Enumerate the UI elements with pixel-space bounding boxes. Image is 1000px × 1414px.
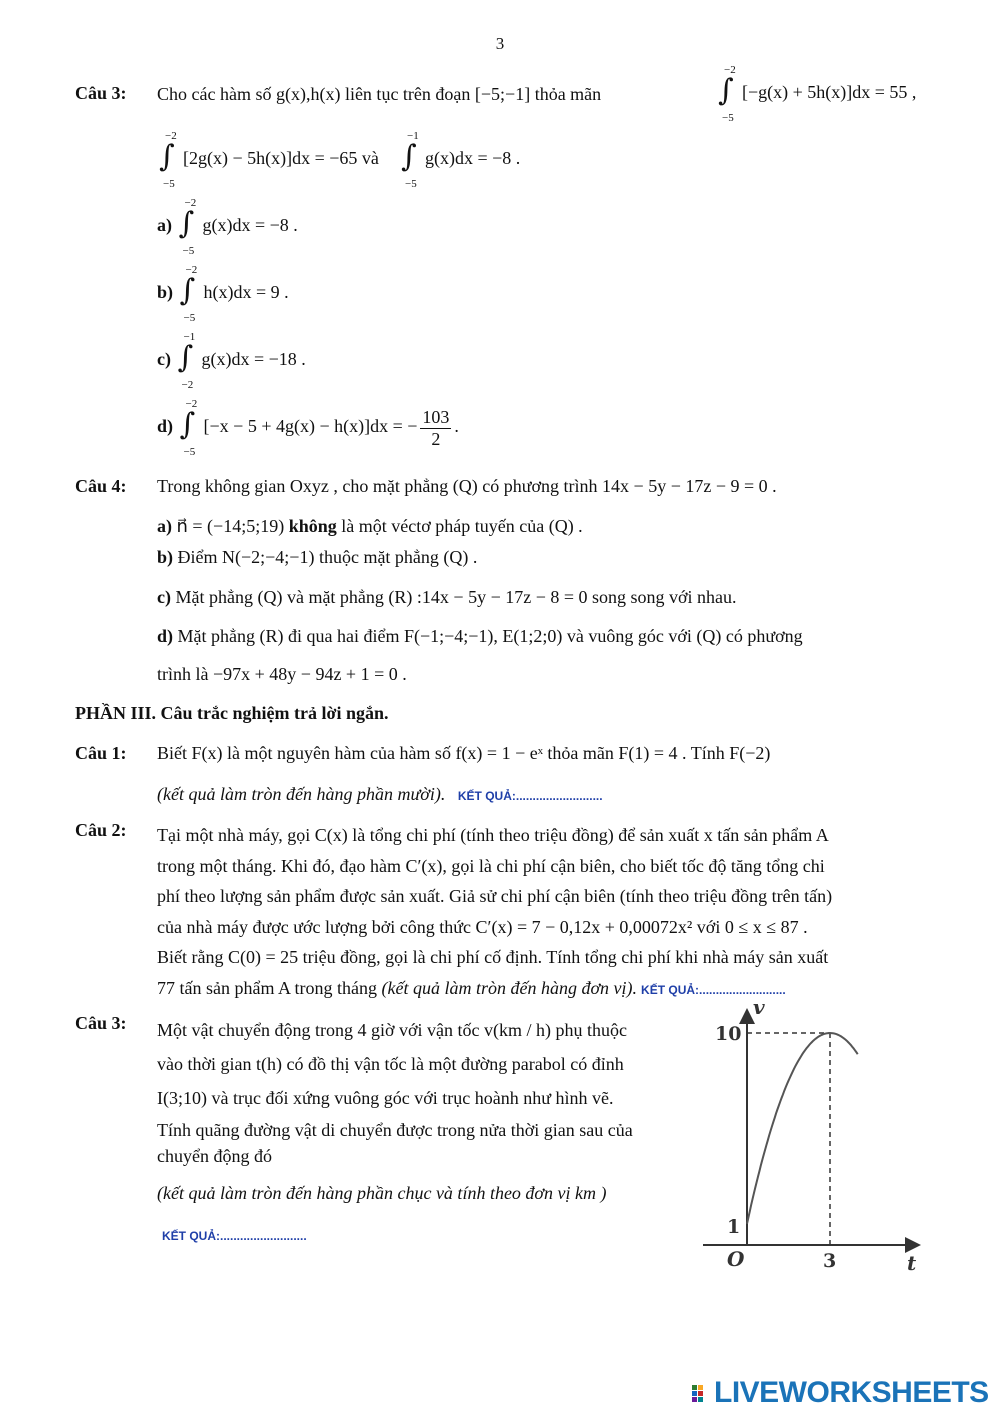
question-stem — [157, 820, 937, 1005]
integral-expression: [−g(x) + 5h(x)]dx = 55 , — [742, 82, 917, 103]
fraction-denominator: 2 — [431, 428, 441, 449]
integral-upper-limit: −2 — [165, 130, 177, 142]
integral-lower-limit: −5 — [163, 178, 175, 190]
option-text: là một véctơ pháp tuyến của (Q) . — [341, 516, 583, 536]
stem-text: Cho các hàm số g(x),h(x) liên tục trên đoạn [−5;−1] thỏa mãn — [157, 84, 602, 104]
question-label: Câu 2: — [75, 820, 127, 840]
option-label: d) — [157, 416, 174, 437]
option-text: [−x − 5 + 4g(x) − h(x)]dx = − — [203, 416, 418, 437]
option-text: g(x)dx = −18 . — [201, 349, 306, 370]
stem-line: chuyển động đó — [157, 1146, 272, 1166]
integral-expression: g(x)dx = −8 . — [425, 148, 521, 169]
fraction — [420, 407, 451, 450]
rounding-note: (kết quả làm tròn đến hàng phần mười). — [157, 784, 446, 804]
option-text: Điểm N(−2;−4;−1) thuộc mặt phẳng (Q) . — [177, 547, 478, 567]
option-text: Mặt phẳng (R) đi qua hai điểm F(−1;−4;−1), E(1;2;0) và vuông góc với (Q) có phương — [177, 626, 803, 646]
stem-line: Tại một nhà máy, gọi C(x) là tổng chi phí (tính theo triệu đồng) để sản xuất x tấn sản phẩm A — [157, 825, 829, 845]
integral-upper-limit: −1 — [407, 130, 419, 142]
integral-lower-limit: −5 — [722, 112, 734, 124]
answer-field[interactable]: KẾT QUẢ:.......................... — [641, 982, 786, 997]
stem-integral-2: −2 ∫ −5 [2g(x) − 5h(x)]dx = −65 và — [159, 130, 379, 190]
fraction-numerator: 103 — [422, 406, 450, 427]
question-stem: Biết F(x) là một nguyên hàm của hàm số f(x) = 1 − eˣ thỏa mãn F(1) = 4 . Tính F(−2) — [157, 743, 771, 763]
integral-lower-limit: −5 — [183, 446, 196, 458]
integral-lower-limit: −5 — [183, 312, 196, 324]
option-label: c) — [157, 587, 171, 607]
brand-icon — [692, 1385, 710, 1403]
stem-text: 77 tấn sản phẩm A trong tháng — [157, 977, 377, 998]
integral-lower-limit: −5 — [182, 245, 195, 257]
integral-upper-limit: −1 — [183, 331, 196, 343]
y-tick-label-low: 1 — [727, 1216, 741, 1238]
option-label: a) — [157, 516, 172, 536]
liveworksheets-logo — [692, 1376, 989, 1410]
integral-upper-limit: −2 — [185, 264, 198, 276]
integral-upper-limit: −2 — [184, 197, 197, 209]
option-d: d) −2 ∫ −5 [−x − 5 + 4g(x) − h(x)]dx = − $\frac{103}{2}$ . — [157, 398, 459, 458]
question-label: Câu 1: — [75, 743, 127, 763]
stem-line: Biết rằng C(0) = 25 triệu đồng, gọi là chi phí cố định. Tính tổng chi phí khi nhà máy sản xuất — [157, 947, 829, 967]
option-end: . — [454, 416, 459, 437]
option-a — [157, 516, 583, 537]
option-c: c) −1 ∫ −2 g(x)dx = −18 . — [157, 331, 306, 391]
stem-line: của nhà máy được ước lượng bởi công thức C′(x) = 7 − 0,12x + 0,00072x² với 0 ≤ x ≤ 87 . — [157, 916, 808, 937]
integral-upper-limit: −2 — [724, 64, 736, 76]
integral-lower-limit: −2 — [181, 379, 194, 391]
question-label: Câu 3: — [75, 1013, 127, 1033]
stem-line: Một vật chuyển động trong 4 giờ với vận tốc v(km / h) phụ thuộc — [157, 1020, 627, 1040]
velocity-parabola — [747, 1033, 858, 1224]
stem-line: vào thời gian t(h) có đồ thị vận tốc là một đường parabol có đỉnh — [157, 1054, 624, 1074]
section-heading: PHẦN III. Câu trắc nghiệm trả lời ngắn. — [75, 703, 389, 723]
velocity-graph — [695, 1000, 935, 1280]
question-stem — [157, 1013, 697, 1169]
option-label: b) — [157, 282, 174, 303]
option-label: c) — [157, 349, 171, 370]
option-d-continued: trình là −97x + 48y − 94z + 1 = 0 . — [157, 664, 407, 684]
rounding-note: (kết quả làm tròn đến hàng đơn vị). — [381, 977, 638, 998]
option-text: Mặt phẳng (Q) và mặt phẳng (R) :14x − 5y − 17z − 8 = 0 song song với nhau. — [175, 587, 737, 607]
option-d — [157, 626, 803, 647]
stem-line: I(3;10) và trục đối xứng vuông góc với trục hoành như hình vẽ. — [157, 1088, 614, 1108]
stem-integral-3: −1 ∫ −5 g(x)dx = −8 . — [401, 130, 521, 190]
option-label: b) — [157, 547, 174, 567]
integral-lower-limit: −5 — [405, 178, 417, 190]
y-axis-label: v — [753, 1000, 765, 1019]
option-emphasis: không — [288, 516, 337, 536]
option-b — [157, 547, 477, 568]
option-b: b) −2 ∫ −5 h(x)dx = 9 . — [157, 264, 289, 324]
integral-upper-limit: −2 — [185, 398, 198, 410]
question-label: Câu 4: — [75, 476, 127, 496]
answer-field[interactable]: KẾT QUẢ:.......................... — [457, 789, 603, 803]
answer-field[interactable]: KẾT QUẢ:.......................... — [162, 1229, 307, 1243]
option-label: a) — [157, 215, 172, 236]
stem-line: trong một tháng. Khi đó, đạo hàm C′(x), gọi là chi phí cận biên, cho biết tốc độ tăng tổng chi — [157, 855, 825, 876]
stem-line: Tính quãng đường vật di chuyển được trong nửa thời gian sau của — [157, 1120, 633, 1140]
option-text: g(x)dx = −8 . — [202, 215, 298, 236]
x-axis-label: t — [907, 1251, 917, 1275]
integral-expression: [2g(x) − 5h(x)]dx = −65 và — [183, 148, 379, 169]
question-stem: Trong không gian Oxyz , cho mặt phẳng (Q) có phương trình 14x − 5y − 17z − 9 = 0 . — [157, 476, 777, 496]
option-text: n⃗ = (−14;5;19) — [176, 516, 285, 536]
option-text: h(x)dx = 9 . — [203, 282, 289, 303]
page-number: 3 — [495, 34, 505, 53]
stem-integral-1: −2 ∫ −5 [−g(x) + 5h(x)]dx = 55 , — [718, 64, 917, 124]
question-stem — [157, 83, 601, 106]
option-c — [157, 587, 737, 608]
question-note-line — [157, 784, 603, 805]
question-label: Câu 3: — [75, 83, 127, 103]
origin-label: O — [727, 1247, 745, 1271]
rounding-note: (kết quả làm tròn đến hàng phần chục và tính theo đơn vị km ) — [157, 1183, 607, 1203]
brand-text: LIVEWORKSHEETS — [714, 1376, 989, 1409]
option-a: a) −2 ∫ −5 g(x)dx = −8 . — [157, 197, 298, 257]
x-tick-label: 3 — [823, 1250, 837, 1272]
option-label: d) — [157, 626, 174, 646]
y-tick-label-top: 10 — [715, 1023, 742, 1045]
stem-line: phí theo lượng sản phẩm được sản xuất. Giả sử chi phí cận biên (tính theo triệu đồng trên tấn) — [157, 886, 833, 906]
